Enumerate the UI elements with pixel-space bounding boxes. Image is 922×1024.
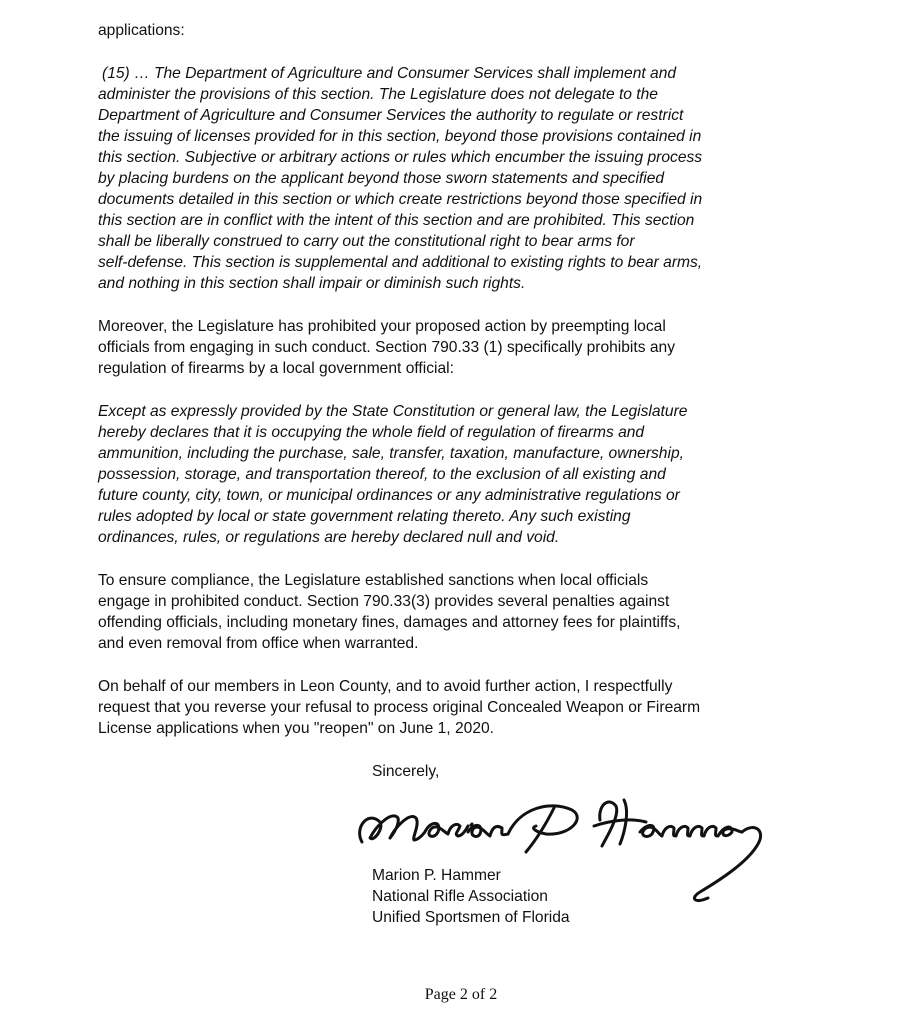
intro-line: applications: [98,22,185,39]
signer-organization-secondary: Unified Sportsmen of Florida [372,909,570,926]
paragraph-line: and even removal from office when warranted. [98,635,419,652]
signer-organization: National Rifle Association [372,888,548,905]
quote-15-line: administer the provisions of this section. The Legislature does not delegate to the [98,86,658,103]
quote-790-line: hereby declares that it is occupying the whole field of regulation of firearms and [98,424,645,441]
paragraph-line: On behalf of our members in Leon County, and to avoid further action, I respectfully [98,678,673,695]
quote-790-line: ordinances, rules, or regulations are hereby declared null and void. [98,529,560,546]
paragraph-line: Moreover, the Legislature has prohibited your proposed action by preempting local [98,318,666,335]
quote-15-line: and nothing in this section shall impair or diminish such rights. [98,275,526,292]
paragraph-line: engage in prohibited conduct. Section 790.33(3) provides several penalties against [98,593,670,610]
paragraph-line: regulation of firearms by a local government official: [98,360,454,377]
closing-salutation: Sincerely, [372,763,440,780]
quote-15-line: this section are in conflict with the intent of this section and are prohibited. This section [98,212,695,229]
quote-15-line: shall be liberally construed to carry out the constitutional right to bear arms for [98,233,635,250]
quote-790-line: ammunition, including the purchase, sale, transfer, taxation, manufacture, ownership, [98,445,684,462]
quote-790-line: future county, city, town, or municipal ordinances or any administrative regulations or [98,487,680,504]
quote-15-line: Department of Agriculture and Consumer Services the authority to regulate or restrict [98,107,684,124]
paragraph-line: License applications when you "reopen" on June 1, 2020. [98,720,494,737]
quote-15-line: by placing burdens on the applicant beyond those sworn statements and specified [98,170,665,187]
quote-15-line: self-defense. This section is supplemental and additional to existing rights to bear arms, [98,254,703,271]
paragraph-line: To ensure compliance, the Legislature established sanctions when local officials [98,572,649,589]
quote-15-line: (15) … The Department of Agriculture and Consumer Services shall implement and [102,65,677,82]
paragraph-line: request that you reverse your refusal to process original Concealed Weapon or Firearm [98,699,701,716]
quote-15-line: documents detailed in this section or which create restrictions beyond those specified in [98,191,703,208]
quote-15-line: the issuing of licenses provided for in this section, beyond those provisions contained in [98,128,702,145]
quote-15-line: this section. Subjective or arbitrary actions or rules which encumber the issuing process [98,149,703,166]
quote-790-line: rules adopted by local or state government relating thereto. Any such existing [98,508,631,525]
paragraph-line: officials from engaging in such conduct. Section 790.33 (1) specifically prohibits any [98,339,675,356]
paragraph-line: offending officials, including monetary fines, damages and attorney fees for plaintiffs, [98,614,681,631]
quote-790-line: Except as expressly provided by the State Constitution or general law, the Legislature [98,403,688,420]
page-number: Page 2 of 2 [424,986,498,1003]
quote-790-line: possession, storage, and transportation thereof, to the exclusion of all existing and [98,466,666,483]
signer-name: Marion P. Hammer [372,867,501,884]
